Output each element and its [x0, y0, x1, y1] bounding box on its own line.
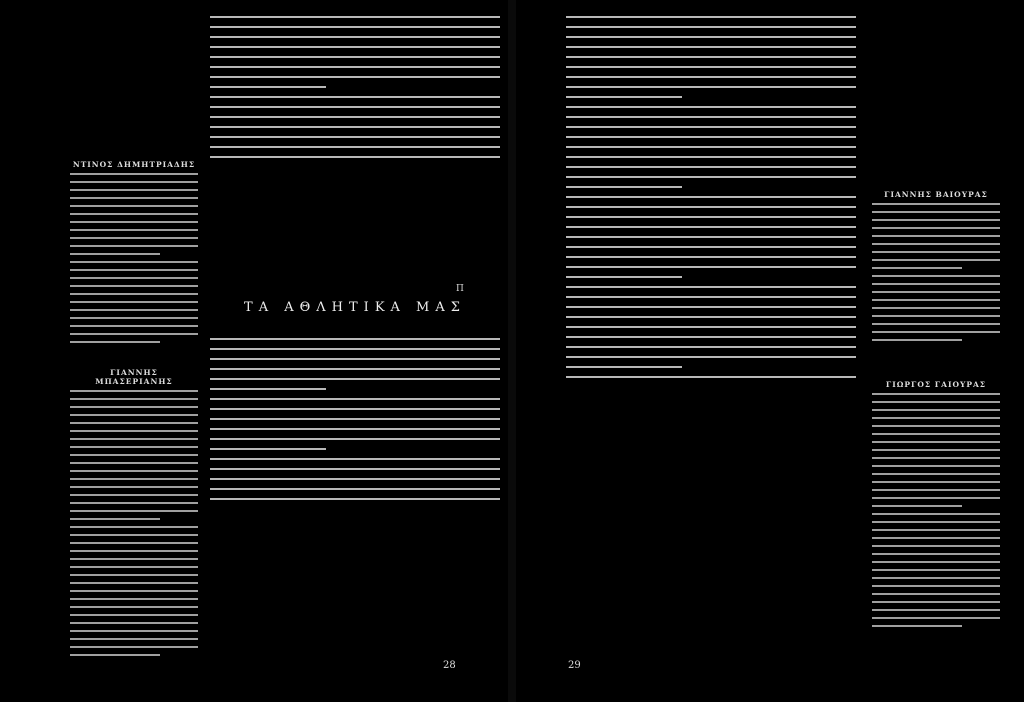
text-line-placeholder	[70, 654, 160, 656]
text-line-placeholder	[210, 116, 500, 118]
text-line-placeholder	[210, 136, 500, 138]
text-line-placeholder	[70, 341, 160, 343]
text-line-placeholder	[70, 213, 198, 215]
text-line-placeholder	[70, 558, 198, 560]
text-line-placeholder	[210, 438, 500, 440]
text-line-placeholder	[566, 346, 856, 348]
text-line-placeholder	[872, 409, 1000, 411]
text-line-placeholder	[70, 646, 198, 648]
text-line-placeholder	[872, 497, 1000, 499]
caption-vaiouras	[872, 190, 1000, 347]
text-line-placeholder	[566, 266, 856, 268]
text-line-placeholder	[70, 574, 198, 576]
text-line-placeholder	[872, 593, 1000, 595]
caption-text	[70, 173, 198, 343]
body-column-bottom	[210, 330, 500, 508]
text-line-placeholder	[872, 577, 1000, 579]
text-line-placeholder	[70, 285, 198, 287]
text-line-placeholder	[70, 390, 198, 392]
caption-gaiouras	[872, 380, 1000, 633]
text-line-placeholder	[210, 338, 500, 340]
text-line-placeholder	[70, 486, 198, 488]
text-line-placeholder	[566, 146, 856, 148]
text-line-placeholder	[872, 299, 1000, 301]
caption-text	[872, 393, 1000, 627]
text-line-placeholder	[566, 226, 856, 228]
text-line-placeholder	[210, 448, 326, 450]
text-line-placeholder	[210, 156, 500, 158]
body-column	[566, 8, 856, 386]
text-line-placeholder	[566, 336, 856, 338]
text-line-placeholder	[70, 333, 198, 335]
text-line-placeholder	[872, 227, 1000, 229]
text-line-placeholder	[566, 316, 856, 318]
text-line-placeholder	[210, 126, 500, 128]
text-line-placeholder	[566, 216, 856, 218]
text-line-placeholder	[70, 534, 198, 536]
text-line-placeholder	[70, 406, 198, 408]
text-line-placeholder	[210, 458, 500, 460]
caption-dimitriadis	[70, 160, 198, 349]
text-line-placeholder	[566, 356, 856, 358]
text-line-placeholder	[70, 229, 198, 231]
text-line-placeholder	[210, 408, 500, 410]
text-line-placeholder	[70, 446, 198, 448]
text-line-placeholder	[70, 630, 198, 632]
text-line-placeholder	[70, 277, 198, 279]
text-line-placeholder	[210, 378, 500, 380]
text-line-placeholder	[872, 545, 1000, 547]
caption-text	[872, 203, 1000, 341]
text-line-placeholder	[70, 438, 198, 440]
text-line-placeholder	[70, 317, 198, 319]
text-line-placeholder	[872, 585, 1000, 587]
text-line-placeholder	[70, 606, 198, 608]
text-line-placeholder	[70, 494, 198, 496]
text-line-placeholder	[566, 126, 856, 128]
text-line-placeholder	[70, 614, 198, 616]
text-line-placeholder	[872, 425, 1000, 427]
text-line-placeholder	[872, 561, 1000, 563]
text-line-placeholder	[70, 325, 198, 327]
text-line-placeholder	[872, 553, 1000, 555]
text-line-placeholder	[872, 315, 1000, 317]
text-line-placeholder	[872, 417, 1000, 419]
text-line-placeholder	[566, 46, 856, 48]
text-line-placeholder	[566, 306, 856, 308]
section-title: ΤΑ ΑΘΛΗΤΙΚΑ ΜΑΣ	[244, 300, 466, 315]
text-line-placeholder	[872, 473, 1000, 475]
text-line-placeholder	[566, 176, 856, 178]
text-line-placeholder	[872, 505, 962, 507]
text-line-placeholder	[70, 173, 198, 175]
text-line-placeholder	[872, 211, 1000, 213]
text-line-placeholder	[70, 566, 198, 568]
caption-baserianis	[70, 368, 198, 662]
text-line-placeholder	[70, 269, 198, 271]
text-line-placeholder	[70, 542, 198, 544]
text-line-placeholder	[70, 414, 198, 416]
text-line-placeholder	[210, 418, 500, 420]
text-line-placeholder	[566, 76, 856, 78]
text-line-placeholder	[872, 219, 1000, 221]
text-line-placeholder	[872, 339, 962, 341]
text-line-placeholder	[70, 253, 160, 255]
text-line-placeholder	[872, 307, 1000, 309]
text-line-placeholder	[872, 457, 1000, 459]
text-line-placeholder	[872, 331, 1000, 333]
caption-name: ΓΙΑΝΝΗΣ ΜΠΑΣΕΡΙΑΝΗΣ	[95, 368, 173, 386]
text-line-placeholder	[210, 36, 500, 38]
text-line-placeholder	[210, 368, 500, 370]
text-line-placeholder	[566, 296, 856, 298]
paragraph-mark: Π	[456, 284, 464, 294]
text-line-placeholder	[70, 502, 198, 504]
text-line-placeholder	[872, 433, 1000, 435]
text-line-placeholder	[872, 259, 1000, 261]
text-line-placeholder	[872, 323, 1000, 325]
text-line-placeholder	[70, 470, 198, 472]
text-line-placeholder	[70, 582, 198, 584]
text-line-placeholder	[210, 76, 500, 78]
text-line-placeholder	[872, 489, 1000, 491]
text-line-placeholder	[566, 116, 856, 118]
text-line-placeholder	[70, 598, 198, 600]
text-line-placeholder	[210, 348, 500, 350]
text-line-placeholder	[210, 468, 500, 470]
text-line-placeholder	[70, 422, 198, 424]
text-line-placeholder	[70, 197, 198, 199]
text-line-placeholder	[210, 146, 500, 148]
text-line-placeholder	[566, 56, 856, 58]
text-line-placeholder	[70, 221, 198, 223]
text-line-placeholder	[872, 243, 1000, 245]
text-line-placeholder	[872, 401, 1000, 403]
text-line-placeholder	[872, 267, 962, 269]
caption-name: ΓΙΩΡΓΟΣ ΓΑΙΟΥΡΑΣ	[885, 380, 987, 389]
text-line-placeholder	[872, 601, 1000, 603]
text-line-placeholder	[70, 590, 198, 592]
caption-name: ΓΙΑΝΝΗΣ ΒΑΙΟΥΡΑΣ	[884, 190, 988, 199]
text-line-placeholder	[70, 638, 198, 640]
text-line-placeholder	[872, 291, 1000, 293]
text-line-placeholder	[70, 205, 198, 207]
text-line-placeholder	[210, 488, 500, 490]
text-line-placeholder	[70, 237, 198, 239]
text-line-placeholder	[872, 441, 1000, 443]
text-line-placeholder	[210, 16, 500, 18]
text-line-placeholder	[70, 478, 198, 480]
text-line-placeholder	[210, 66, 500, 68]
text-line-placeholder	[70, 189, 198, 191]
text-line-placeholder	[210, 358, 500, 360]
text-line-placeholder	[70, 454, 198, 456]
text-line-placeholder	[872, 283, 1000, 285]
text-line-placeholder	[210, 398, 500, 400]
text-line-placeholder	[566, 376, 856, 378]
text-line-placeholder	[872, 609, 1000, 611]
text-line-placeholder	[872, 465, 1000, 467]
text-line-placeholder	[566, 206, 856, 208]
text-line-placeholder	[566, 286, 856, 288]
text-line-placeholder	[70, 293, 198, 295]
text-line-placeholder	[70, 462, 198, 464]
text-line-placeholder	[566, 156, 856, 158]
text-line-placeholder	[210, 96, 500, 98]
text-line-placeholder	[566, 106, 856, 108]
text-line-placeholder	[70, 309, 198, 311]
text-line-placeholder	[872, 275, 1000, 277]
text-line-placeholder	[872, 513, 1000, 515]
text-line-placeholder	[566, 186, 682, 188]
text-line-placeholder	[566, 26, 856, 28]
text-line-placeholder	[210, 478, 500, 480]
page-number: 28	[443, 660, 456, 671]
text-line-placeholder	[70, 398, 198, 400]
text-line-placeholder	[872, 617, 1000, 619]
text-line-placeholder	[872, 521, 1000, 523]
text-line-placeholder	[872, 449, 1000, 451]
text-line-placeholder	[210, 388, 326, 390]
text-line-placeholder	[70, 261, 198, 263]
text-line-placeholder	[566, 136, 856, 138]
text-line-placeholder	[566, 16, 856, 18]
text-line-placeholder	[210, 26, 500, 28]
text-line-placeholder	[210, 86, 326, 88]
text-line-placeholder	[566, 96, 682, 98]
text-line-placeholder	[210, 106, 500, 108]
body-column-top	[210, 8, 500, 166]
text-line-placeholder	[872, 569, 1000, 571]
text-line-placeholder	[566, 166, 856, 168]
right-page	[512, 0, 1024, 702]
text-line-placeholder	[70, 181, 198, 183]
text-line-placeholder	[70, 622, 198, 624]
text-line-placeholder	[566, 326, 856, 328]
text-line-placeholder	[70, 430, 198, 432]
text-line-placeholder	[566, 256, 856, 258]
text-line-placeholder	[872, 393, 1000, 395]
text-line-placeholder	[566, 196, 856, 198]
text-line-placeholder	[566, 86, 856, 88]
text-line-placeholder	[872, 625, 962, 627]
text-line-placeholder	[70, 550, 198, 552]
text-line-placeholder	[872, 481, 1000, 483]
text-line-placeholder	[566, 36, 856, 38]
text-line-placeholder	[566, 236, 856, 238]
text-line-placeholder	[872, 529, 1000, 531]
page-number: 29	[568, 660, 581, 671]
text-line-placeholder	[70, 245, 198, 247]
text-line-placeholder	[210, 46, 500, 48]
text-line-placeholder	[566, 66, 856, 68]
text-line-placeholder	[872, 251, 1000, 253]
text-line-placeholder	[210, 428, 500, 430]
text-line-placeholder	[70, 510, 198, 512]
text-line-placeholder	[210, 498, 500, 500]
text-line-placeholder	[566, 366, 682, 368]
caption-text	[70, 390, 198, 656]
text-line-placeholder	[566, 246, 856, 248]
caption-name: ΝΤΙΝΟΣ ΔΗΜΗΤΡΙΑΔΗΣ	[72, 160, 196, 169]
text-line-placeholder	[70, 526, 198, 528]
text-line-placeholder	[70, 518, 160, 520]
text-line-placeholder	[70, 301, 198, 303]
text-line-placeholder	[210, 56, 500, 58]
text-line-placeholder	[566, 276, 682, 278]
text-line-placeholder	[872, 537, 1000, 539]
text-line-placeholder	[872, 203, 1000, 205]
text-line-placeholder	[872, 235, 1000, 237]
